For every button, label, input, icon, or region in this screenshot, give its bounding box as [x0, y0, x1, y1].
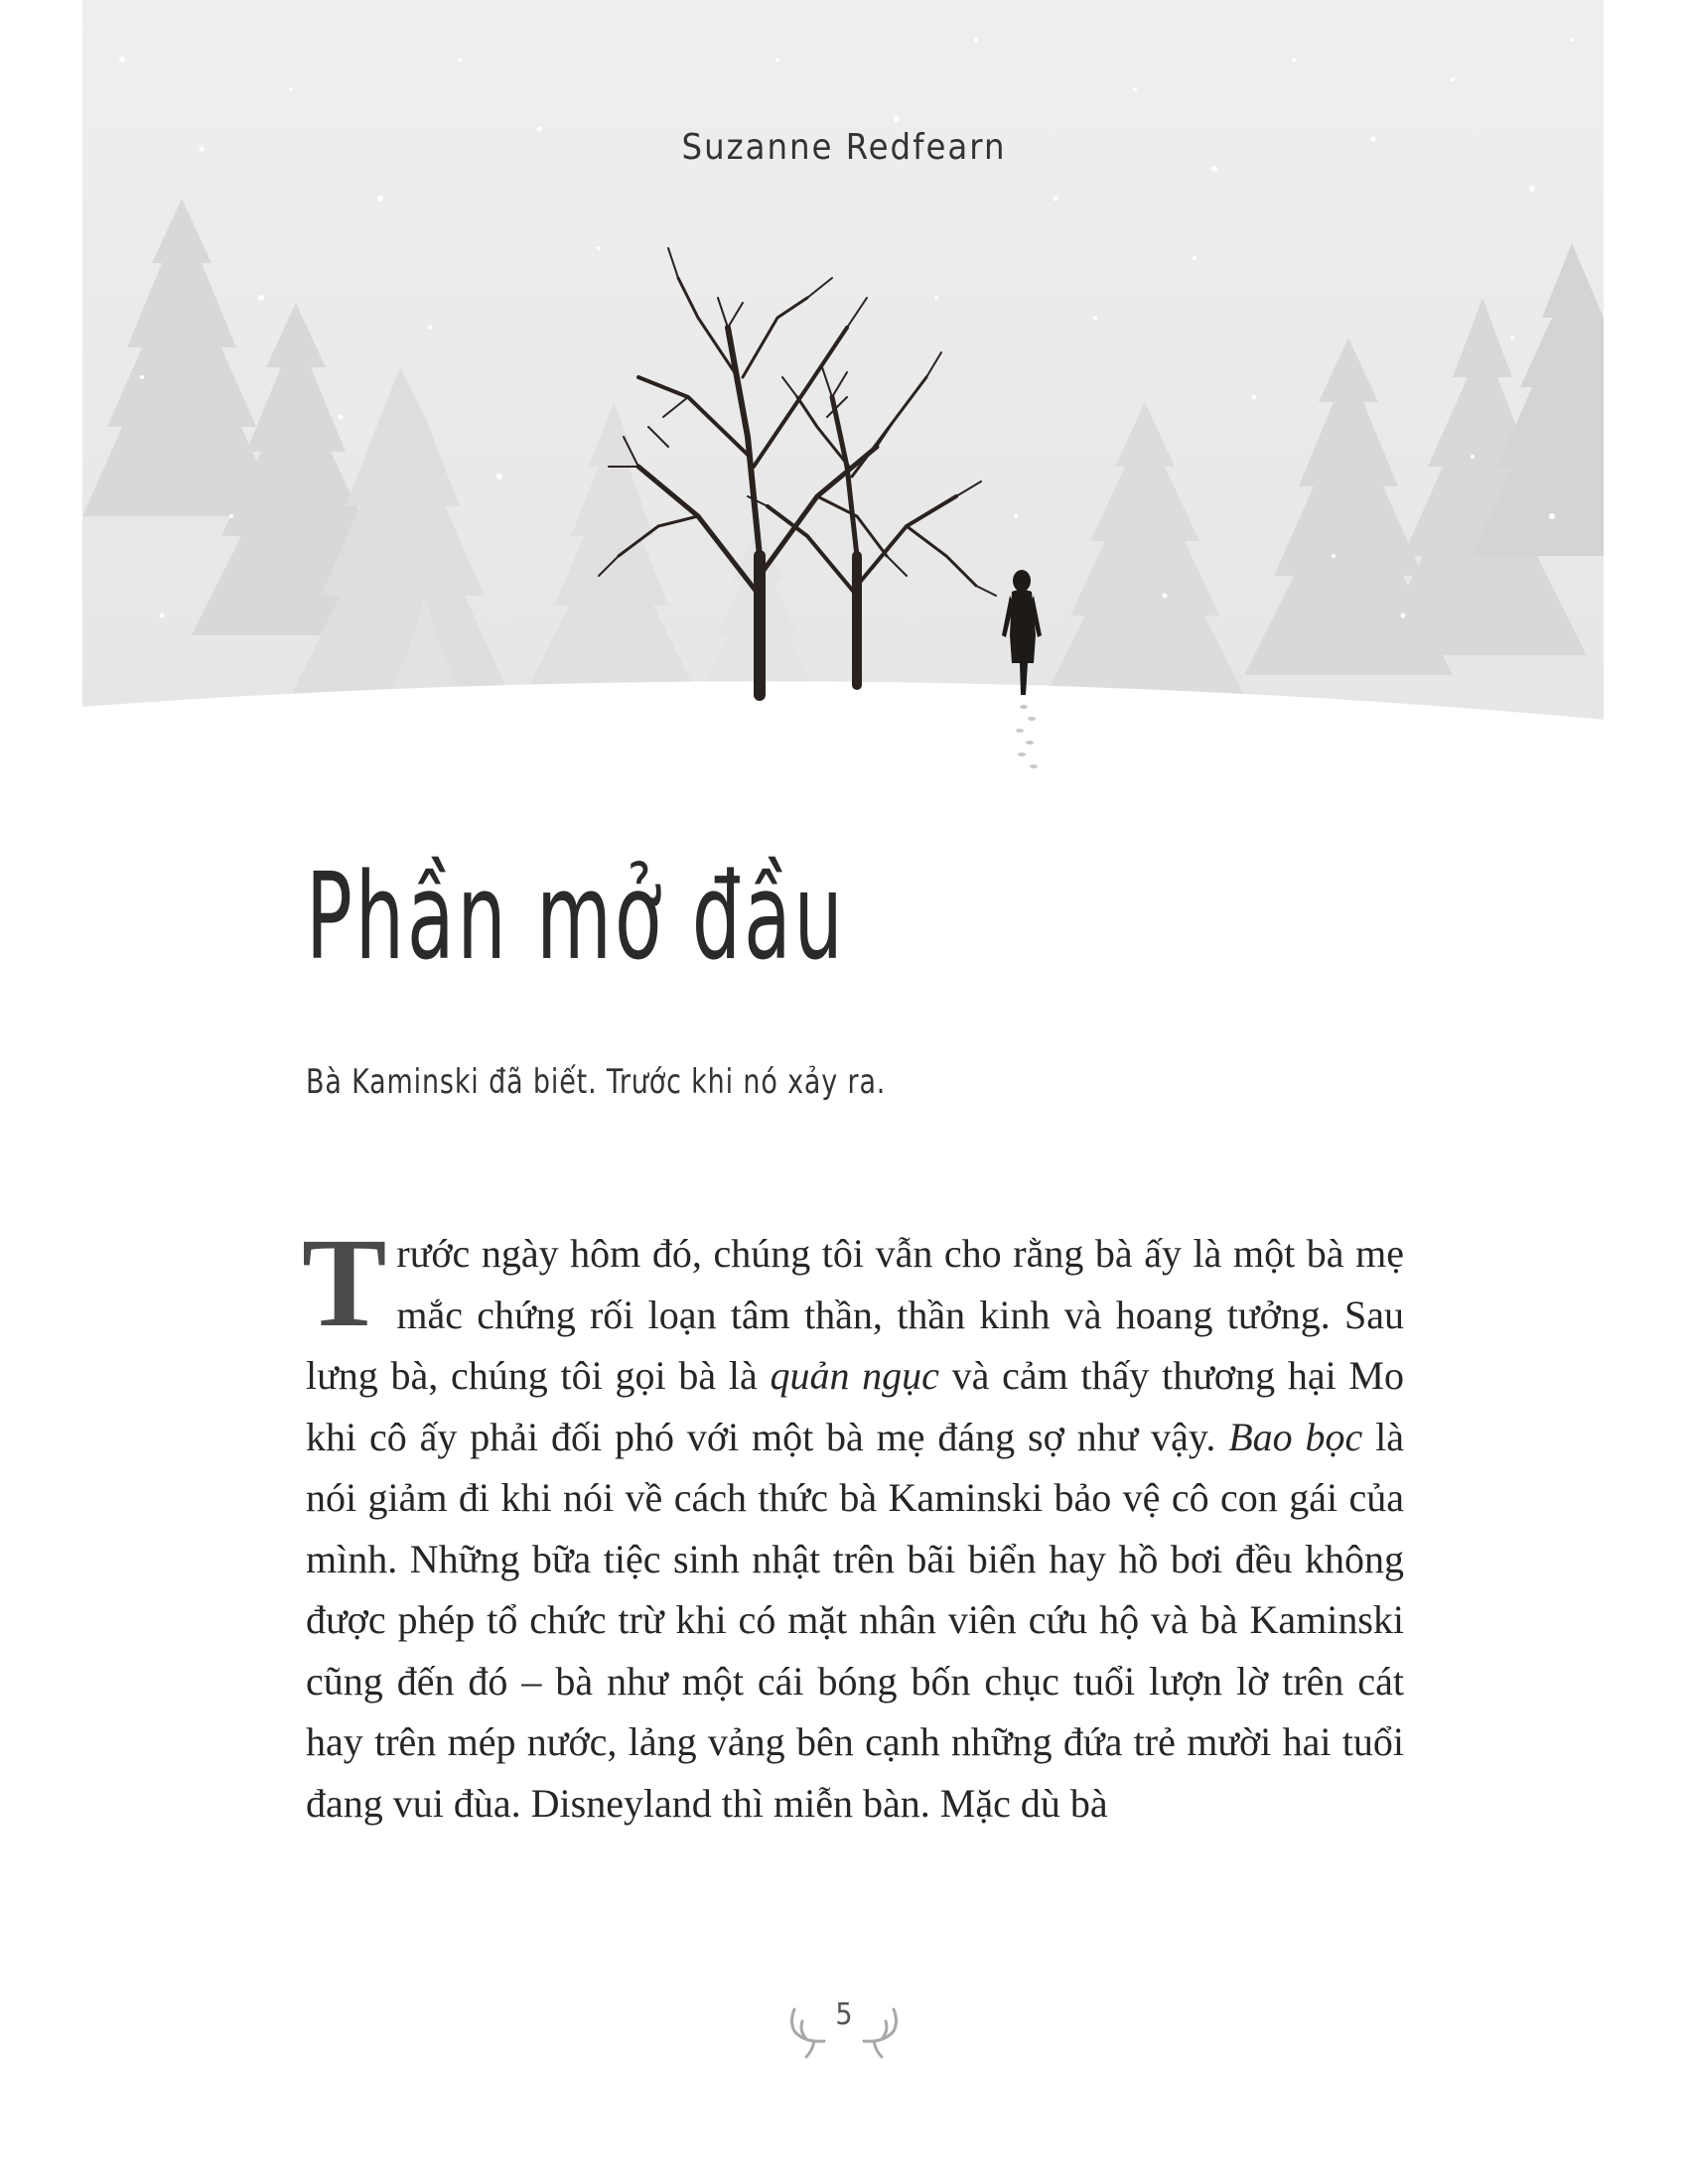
drop-cap: T	[302, 1212, 387, 1353]
page-folio	[0, 1991, 1688, 2061]
emphasis-quan-nguc: quản ngục	[770, 1353, 939, 1398]
author-name: Suzanne Redfearn	[681, 127, 1007, 168]
body-text-part-3: là nói giảm đi khi nói về cách thức bà Kaminski bảo vệ cô con gái của mình. Những bữa tiệc sinh nhật trên bãi biển hay hồ bơi đều không được phép tổ chức trừ khi có mặt nhân viên cứu hộ và bà Kaminski cũng đến đó – bà như một cái bóng bốn chục tuổi lượn lờ trên cát hay trên mép nước, lảng vảng bên cạnh những đứa trẻ mười hai tuổi đang vui đùa. Disneyland thì miễn bàn. Mặc dù bà	[306, 1414, 1405, 1826]
emphasis-bao-boc: Bao bọc	[1228, 1414, 1363, 1459]
epigraph: Bà Kaminski đã biết. Trước khi nó xảy ra.	[306, 1062, 887, 1102]
winter-illustration	[82, 0, 1604, 794]
body-text-part-1: rước ngày hôm đó, chúng tôi vẫn cho rằng bà ấy là một bà mẹ mắc chứng rối loạn tâm thần, thần kinh và hoang tưởng. Sau lưng bà, chúng tôi gọi bà là	[306, 1231, 1404, 1398]
chapter-title: Phần mở đầu	[306, 849, 846, 987]
body-paragraph	[302, 1212, 1405, 1834]
body-text-part-2: và cảm thấy thương hại Mo khi cô ấy phải đối phó với một bà mẹ đáng sợ như vậy.	[306, 1353, 1404, 1459]
page-number: 5	[835, 1997, 853, 2032]
